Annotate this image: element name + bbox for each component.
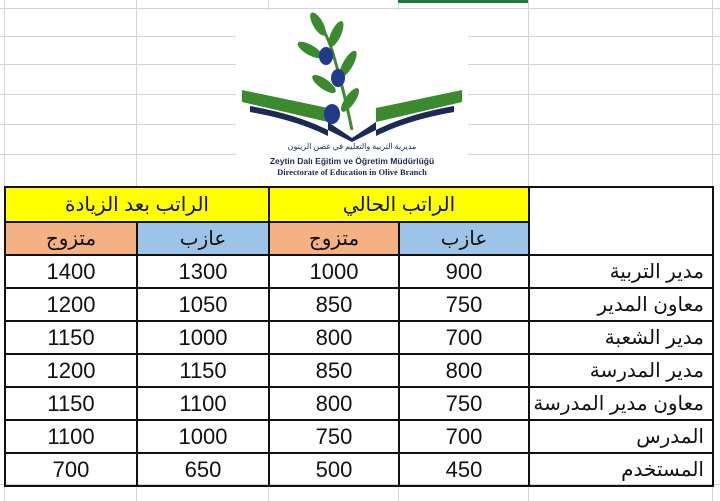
table-row — [5, 453, 713, 486]
cell-current-married[interactable]: 750 — [269, 420, 399, 453]
logo-arabic-text: مديرية التربية والتعليم في غصن الزيتون — [287, 142, 417, 151]
cell-current-single[interactable]: 700 — [399, 420, 529, 453]
header-position-blank[interactable] — [529, 187, 713, 255]
table-row — [5, 255, 713, 288]
cell-after-single[interactable]: 1050 — [137, 288, 269, 321]
table-row — [5, 420, 713, 453]
table-row — [5, 387, 713, 420]
directorate-logo — [236, 10, 468, 188]
cell-position[interactable]: مدير التربية — [529, 255, 713, 288]
cell-current-married[interactable]: 850 — [269, 288, 399, 321]
header-current-single[interactable]: عازب — [399, 222, 529, 255]
cell-current-single[interactable]: 750 — [399, 288, 529, 321]
cell-current-single[interactable]: 450 — [399, 453, 529, 486]
cell-after-married[interactable]: 1200 — [5, 354, 137, 387]
olive-branch-book-emblem — [236, 10, 468, 142]
cell-current-single[interactable]: 700 — [399, 321, 529, 354]
table-row — [5, 321, 713, 354]
cell-position[interactable]: معاون مدير المدرسة — [529, 387, 713, 420]
cell-after-single[interactable]: 650 — [137, 453, 269, 486]
cell-current-married[interactable]: 800 — [269, 321, 399, 354]
cell-after-single[interactable]: 1000 — [137, 321, 269, 354]
logo-english-text: Directorate of Education in Olive Branch — [277, 167, 427, 177]
cell-after-married[interactable]: 1150 — [5, 387, 137, 420]
cell-after-married[interactable]: 1100 — [5, 420, 137, 453]
salary-table — [4, 186, 714, 487]
cell-current-married[interactable]: 800 — [269, 387, 399, 420]
cell-current-married[interactable]: 1000 — [269, 255, 399, 288]
cell-position[interactable]: معاون المدير — [529, 288, 713, 321]
cell-after-married[interactable]: 1400 — [5, 255, 137, 288]
header-after-married[interactable]: متزوج — [5, 222, 137, 255]
cell-current-married[interactable]: 500 — [269, 453, 399, 486]
cell-position[interactable]: المدرس — [529, 420, 713, 453]
group-header-row — [5, 187, 713, 222]
header-current-salary[interactable]: الراتب الحالي — [269, 187, 529, 222]
cell-current-single[interactable]: 800 — [399, 354, 529, 387]
selected-cell-border — [398, 0, 528, 3]
cell-current-single[interactable]: 900 — [399, 255, 529, 288]
cell-after-married[interactable]: 1150 — [5, 321, 137, 354]
cell-after-single[interactable]: 1100 — [137, 387, 269, 420]
cell-after-single[interactable]: 1150 — [137, 354, 269, 387]
header-current-married[interactable]: متزوج — [269, 222, 399, 255]
cell-position[interactable]: مدير الشعبة — [529, 321, 713, 354]
cell-after-single[interactable]: 1000 — [137, 420, 269, 453]
cell-position[interactable]: المستخدم — [529, 453, 713, 486]
cell-after-married[interactable]: 700 — [5, 453, 137, 486]
table-row — [5, 354, 713, 387]
header-after-single[interactable]: عازب — [137, 222, 269, 255]
cell-current-married[interactable]: 850 — [269, 354, 399, 387]
header-salary-after-increase[interactable]: الراتب بعد الزيادة — [5, 187, 269, 222]
cell-after-single[interactable]: 1300 — [137, 255, 269, 288]
table-row — [5, 288, 713, 321]
cell-position[interactable]: مدير المدرسة — [529, 354, 713, 387]
logo-turkish-text: Zeytin Dalı Eğitim ve Öğretim Müdürlüğü — [269, 156, 435, 166]
cell-after-married[interactable]: 1200 — [5, 288, 137, 321]
cell-current-single[interactable]: 750 — [399, 387, 529, 420]
